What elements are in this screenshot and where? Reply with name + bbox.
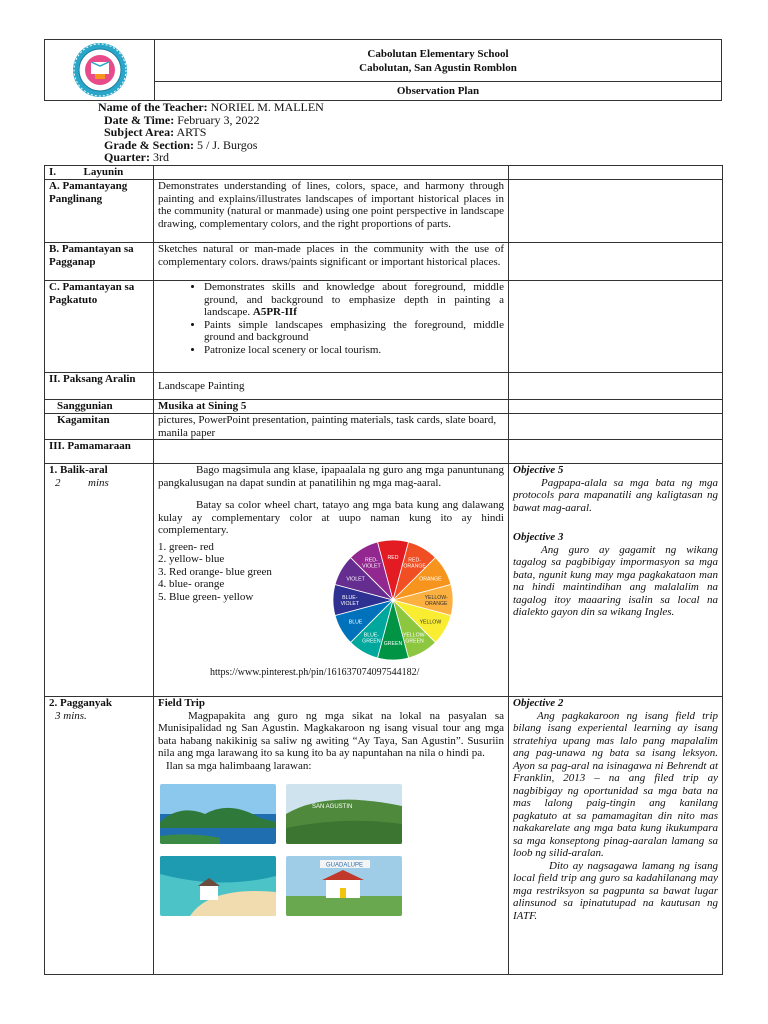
sanggunian-text: Musika at Sining 5 (154, 400, 509, 414)
school-address: Cabolutan, San Agustin Romblon (359, 61, 517, 74)
sign-text: SAN AGUSTIN (312, 804, 353, 810)
balik-aral-content (154, 464, 509, 697)
wheel-label: RED-ORANGE (403, 557, 426, 570)
wheel-source-link[interactable]: https://www.pinterest.ph/pin/161637074097544182/ (210, 666, 420, 678)
competency-item: • Paints simple landscapes emphasizing the foreground, middle ground and background (204, 319, 504, 344)
layunin-heading: I. Layunin (45, 166, 154, 180)
quarter-label: Quarter: (104, 150, 150, 164)
row-layunin (45, 166, 723, 180)
pair-item: 5. Blue green- yellow (158, 590, 254, 603)
row-pamantayang-panglinang (45, 180, 723, 243)
balik-aral-paragraph-2: Batay sa color wheel chart, tatayo ang mga bata kung ang dalawang kulay ay complementary color at uupo naman kung ito ay hindi complementary. (158, 499, 504, 536)
wheel-label: BLUE-VIOLET (340, 594, 360, 607)
subject-label: Subject Area: (104, 125, 175, 139)
plan-title: Observation Plan (396, 85, 480, 97)
row-balik-aral (45, 464, 723, 697)
quarter-value: 3rd (152, 150, 169, 164)
pagganyak-mins: 3 mins. (55, 709, 87, 722)
objective-3-text: Ang guro ay gagamit ng wikang tagalog sa pagbibigay impormasyon sa mga bata, ngunit kung may mga pagkakataon man na hindi maintindihan ang malalalim na tagalog itoy maaaring isalin sa local na dialekto gayon din sa wikang Ingles. (513, 543, 718, 618)
wheel-label: YELLOW-GREEN (402, 631, 427, 644)
field-trip-title: Field Trip (158, 697, 205, 709)
wheel-label: BLUE-GREEN (362, 631, 381, 644)
row-pagganyak (45, 697, 723, 975)
color-wheel-area (158, 537, 504, 663)
balik-aral-cell (45, 464, 154, 697)
datetime-label: Date & Time: (104, 112, 175, 127)
complementary-pairs-list (158, 537, 318, 604)
guadalupe-church-photo (286, 856, 402, 916)
row-kagamitan (45, 414, 723, 440)
row-pamantayan-sa-pagganap (45, 243, 723, 281)
objective-2-text-2: Dito ay nagsagawa lamang ng isang local field trip ang guro sa kadahilanang may mga restriksyon sa pagpunta sa bawat lugar alinsunod sa ipinatutupad na kautusan ng IATF. (513, 859, 718, 922)
wheel-label: ORANGE (419, 575, 442, 582)
header-table (44, 39, 722, 101)
color-wheel (318, 537, 468, 663)
pagganyak-label: 2. Pagganyak (49, 697, 112, 709)
b-text: Sketches natural or man-made places in the community with the use of complementary colors. draws/paints significant or important historical places. (154, 243, 509, 281)
teacher-value: NORIEL M. MALLEN (210, 100, 324, 114)
balik-aral-mins: 2 mins (55, 476, 109, 489)
pagganyak-content (154, 697, 509, 975)
teacher-info (98, 101, 324, 164)
photo-grid (160, 784, 504, 916)
wheel-label: YELLOW (419, 619, 442, 626)
teacher-label: Name of the Teacher: (98, 100, 208, 114)
balik-aral-objectives (509, 464, 723, 697)
competency-item: • Patronize local scenery or local tourism. (204, 344, 504, 357)
row-sanggunian (45, 400, 723, 414)
kagamitan-label: Kagamitan (45, 414, 154, 440)
row-pamamaraan (45, 440, 723, 464)
school-seal-icon (57, 40, 143, 100)
paksa-label: II. Paksang Aralin (45, 373, 154, 400)
beach-chapel-photo (160, 856, 276, 916)
pagganyak-caption: Ilan sa mga halimbaang larawan: (166, 759, 312, 772)
pagganyak-cell (45, 697, 154, 975)
grade-label: Grade & Section: (104, 137, 194, 152)
island-photo (160, 784, 276, 844)
objective-3-title: Objective 3 (513, 531, 564, 543)
row-paksang-aralin (45, 373, 723, 400)
school-name: Cabolutan Elementary School (367, 47, 509, 60)
wheel-label: RED (387, 554, 399, 561)
datetime-value: February 3, 2022 (177, 112, 260, 127)
grade-value: 5 / J. Burgos (196, 137, 258, 152)
pamamaraan-label: III. Pamamaraan (45, 440, 154, 464)
paksa-text: Landscape Painting (154, 373, 509, 400)
learning-competencies-list (158, 281, 504, 356)
kagamitan-text: pictures, PowerPoint presentation, painting materials, task cards, slate board, manila paper (154, 414, 509, 440)
pagganyak-objectives (509, 697, 723, 975)
balik-aral-label: 1. Balik-aral (49, 464, 108, 476)
subject-value: ARTS (176, 125, 207, 139)
a-text: Demonstrates understanding of lines, colors, space, and harmony through painting and explains/illustrates landscapes of important historical places in the community (natural or manmade) using one point perspective in landscape drawing, complementary colors, and the right proportions of parts. (154, 180, 509, 243)
competency-code: A5PR-IIf (252, 306, 297, 318)
b-label: B. Pamantayan sa Pagganap (45, 243, 154, 281)
wheel-label: YELLOW-ORANGE (424, 594, 448, 607)
pagganyak-paragraph: Magpapakita ang guro ng mga sikat na lokal na pasyalan sa Munisipalidad ng San Agustin. Magkakaroon ng isang visual tour ang mga bata habang nakikinig sa saliw ng awiting “Ay Taya, San Agustin”. Susuriin nila ang mga larawang ito sa kung ito ba ay napuntahan na nila o hindi pa. (158, 709, 504, 759)
lesson-plan-table (44, 165, 723, 975)
competency-item: • Demonstrates skills and knowledge about foreground, middle ground, and background to emphasize depth in painting a landscape. A5PR-IIf (204, 281, 504, 319)
school-info-cell (155, 40, 721, 100)
banner-text: GUADALUPE (326, 862, 364, 869)
c-cell (154, 281, 509, 373)
pair-item: 3. Red orange- blue green (158, 565, 272, 578)
objective-5-title: Objective 5 (513, 464, 564, 476)
pair-item: 1. green- red (158, 540, 214, 553)
wheel-label: RED-VIOLET (362, 557, 381, 570)
objective-2-text: Ang pagkakaroon ng isang field trip bilang isang experiental learning ay isang stratehiya upang mas lalo pang mapalalim ang pag-unawa ng bata sa isang leksyon. Ayon sa pag-aral na isinagawa ni Behrendt at Franklin, 2013 – na ang filed trip ay nagbibigay ng oportunidad sa mga bata na mas lalong paig-tingin ang kanilang pagkatuto at sa pamamagitan din nito mas nakakarelate ang mga bata kung ikukumpara sa mga konseptong pinag-aaralan lamang sa loob ng silid-aralan. (513, 709, 718, 859)
pair-item: 4. blue- orange (158, 578, 225, 590)
row-pamantayan-sa-pagkatuto (45, 281, 723, 373)
sanggunian-label: Sanggunian (45, 400, 154, 414)
san-agustin-sign-photo (286, 784, 402, 844)
balik-aral-paragraph-1: Bago magsimula ang klase, ipapaalala ng guro ang mga panuntunang pangkalusugan na dapat sundin at panatilihin ng mga mag-aaral. (158, 464, 504, 489)
pair-item: 2. yellow- blue (158, 553, 225, 565)
c-label: C. Pamantayan sa Pagkatuto (45, 281, 154, 373)
objective-2-title: Objective 2 (513, 697, 564, 709)
wheel-label: VIOLET (346, 575, 365, 582)
school-logo (45, 40, 155, 100)
wheel-label: BLUE (348, 619, 363, 626)
objective-5-text: Pagpapa-alala sa mga bata ng mga protocols para mapanatili ang kaligtasan ng bawat mag-aaral. (513, 476, 718, 514)
wheel-label: GREEN (383, 640, 403, 647)
a-label: A. Pamantayang Panglinang (45, 180, 154, 243)
